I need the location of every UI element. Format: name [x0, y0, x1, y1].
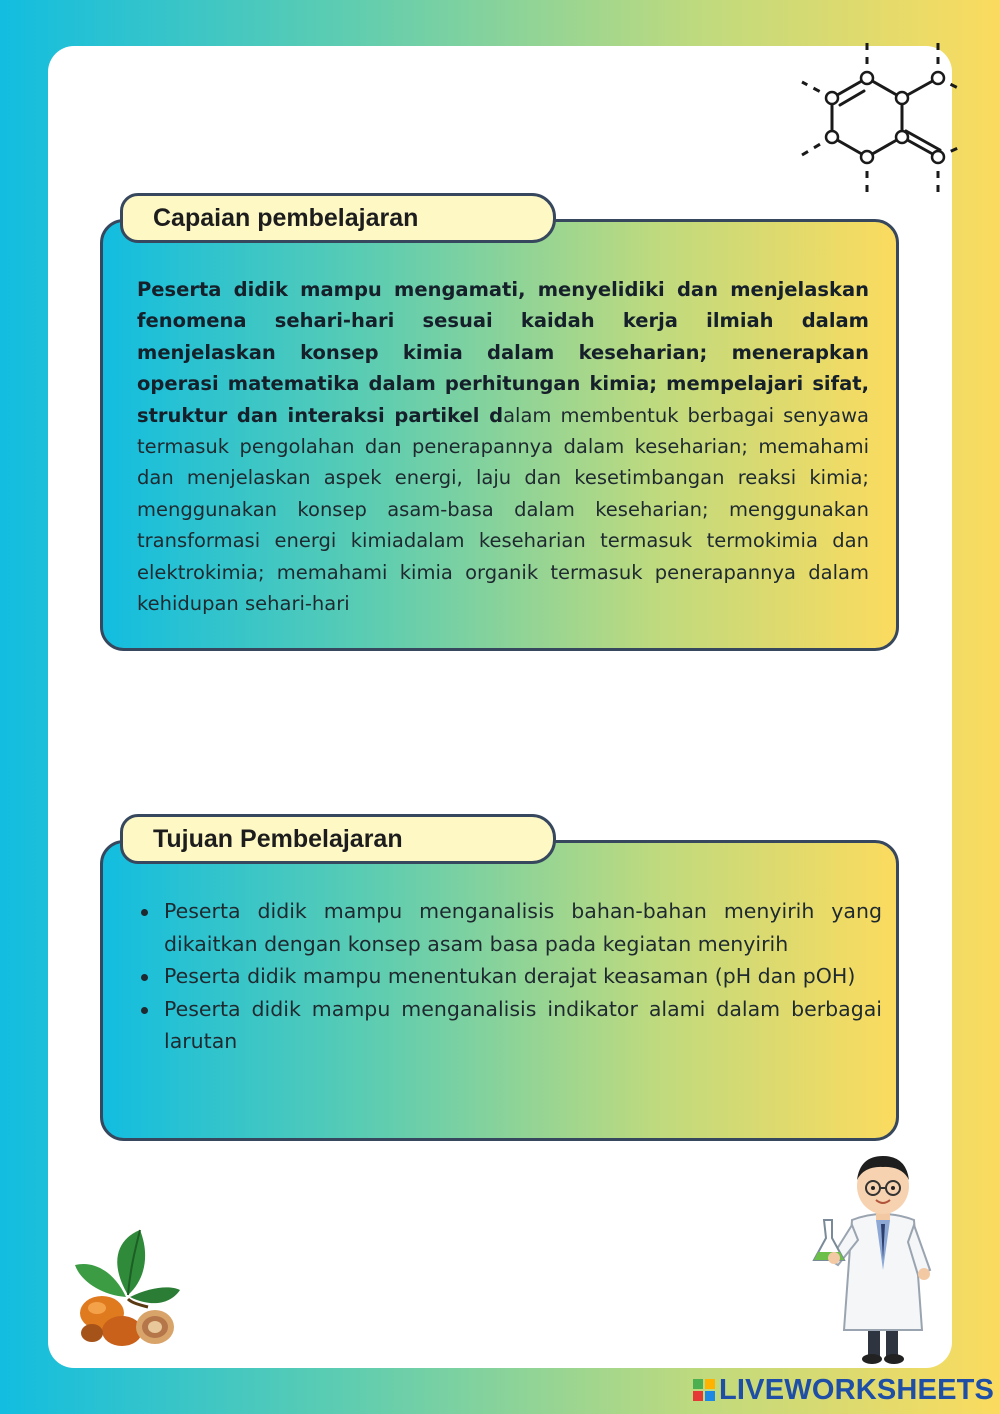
betel-nut-illustration: [70, 1225, 185, 1350]
liveworksheets-logo-icon: [692, 1378, 716, 1402]
capaian-text-regular: alam membentuk berbagai senyawa termasuk pengolahan dan penerapannya dalam keseharian; memahami dan menjelaskan aspek energi, laju dan kesetimbangan reaksi kimia; menggunakan konsep asam-basa dalam keseharian; menggunakan transformasi energi kimiadalam keseharian termasuk termokimia dan elektrokimia; memahami kimia organik termasuk penerapannya dalam kehidupan sehari-hari: [137, 403, 869, 616]
section-tab-tujuan: [120, 814, 556, 864]
tujuan-box: [100, 840, 899, 1141]
liveworksheets-watermark: [692, 1372, 994, 1408]
capaian-paragraph: [137, 274, 869, 619]
tujuan-list: [137, 895, 882, 1058]
list-item: Peserta didik mampu menentukan derajat keasaman (pH dan pOH): [137, 960, 882, 993]
scientist-illustration: [810, 1150, 955, 1365]
section-title-capaian: Capaian pembelajaran: [153, 204, 419, 232]
section-title-tujuan: Tujuan Pembelajaran: [153, 825, 403, 853]
molecule-icon: [800, 40, 960, 195]
capaian-text-bold: Peserta didik mampu mengamati, menyelidiki dan menjelaskan fenomena sehari-hari sesuai kaidah kerja ilmiah dalam menjelaskan konsep kimia dalam keseharian; menerapkan operasi matematika dalam perhitungan kimia; mempelajari sifat, struktur dan interaksi partikel d: [137, 278, 869, 427]
list-item: Peserta didik mampu menganalisis bahan-bahan menyirih yang dikaitkan dengan konsep asam basa pada kegiatan menyirih: [137, 895, 882, 960]
list-item: Peserta didik mampu menganalisis indikator alami dalam berbagai larutan: [137, 993, 882, 1058]
capaian-box: [100, 219, 899, 651]
brand-name: LIVEWORKSHEETS: [719, 1373, 995, 1406]
section-tab-capaian: [120, 193, 556, 243]
